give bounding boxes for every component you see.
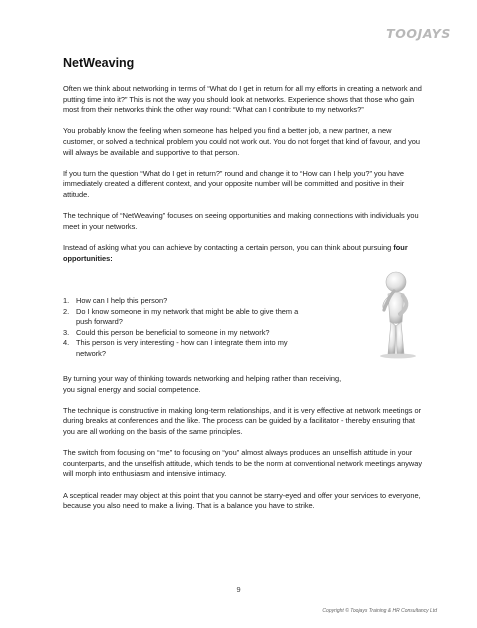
- paragraph: The technique of “NetWeaving” focuses on seeing opportunities and making connections with individuals you meet in your networks.: [63, 211, 419, 231]
- paragraph: By turning your way of thinking towards networking and helping rather than receiving, you signal energy and social competence.: [63, 374, 342, 394]
- page-title: NetWeaving: [63, 56, 135, 70]
- paragraph: The technique is constructive in making long-term relationships, and it is very effective at network meetings or during breaks at conferences and the like. The process can be guided by a facilitator - thereby ensuring that you are all working on the basis of the same principles.: [63, 405, 422, 436]
- brand-logo: TOOJAYS: [386, 26, 451, 41]
- thinking-figure-icon: [366, 270, 428, 360]
- intro-section: [63, 84, 423, 275]
- copyright-footer: Copyright © Toojays Training & HR Consultancy Ltd: [322, 608, 437, 614]
- paragraph: Often we think about networking in terms of “What do I get in return for all my efforts in creating a network and putting time into it?” This is not the way you should look at networks. Experience shows that those who gain most from their networks think the other way round: “What can I contribute to my networks?”: [63, 84, 422, 115]
- paragraph: You probably know the feeling when someone has helped you find a better job, a new partner, a new customer, or solved a technical problem you could not work out. You do not forget that kind of favour, and you will always be available and supportive to that person.: [63, 126, 421, 157]
- list-item-number: 4.: [63, 338, 70, 348]
- list-item-text: Do I know someone in my network that might be able to give them a push forward?: [76, 306, 299, 327]
- opportunities-intro-bold: four opportunities:: [63, 242, 408, 263]
- opportunities-intro-text: Instead of asking what you can achieve by contacting a certain person, you can think about pursuing: [63, 242, 394, 252]
- page-number: 9: [236, 585, 241, 594]
- list-item-text: This person is very interesting - how can I integrate them into my network?: [76, 338, 288, 358]
- list-item-text: Could this person be beneficial to someone in my network?: [76, 327, 270, 337]
- list-item-number: 1.: [63, 296, 70, 305]
- paragraph: The switch from focusing on “me” to focusing on “you” almost always produces an unselfish attitude in your counterparts, and the unselfish attitude, which tends to be the norm at conventional network meetings anyway will morph into enthusiasm and intensive intimacy.: [63, 448, 423, 479]
- list-item-number: 3.: [63, 327, 70, 337]
- opportunities-intro: [63, 243, 423, 264]
- thinking-figure-illustration: [366, 270, 428, 360]
- paragraph: If you turn the question “What do I get in return?” round and change it to “How can I help you?” you have immediately created a different context, and your opposite number will be committed and positive in their attitude.: [63, 168, 405, 199]
- closing-section: [63, 374, 423, 522]
- list-item-number: 2.: [63, 306, 70, 316]
- paragraph: A sceptical reader may object at this point that you cannot be starry-eyed and offer your services to everyone, because you also need to make a living. That is a balance you have to strike.: [63, 490, 421, 511]
- list-item-text: How can I help this person?: [76, 296, 168, 305]
